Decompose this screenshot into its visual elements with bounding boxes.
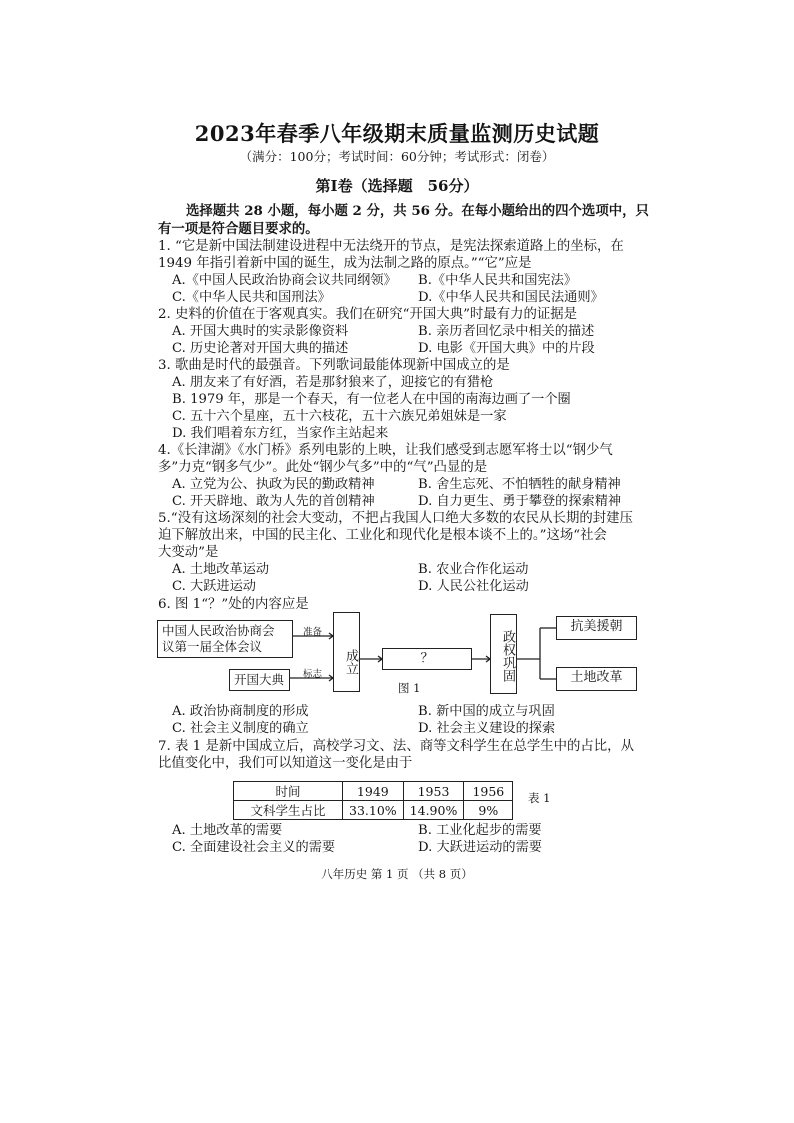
- q7-stem-line1: 7. 表 1 是新中国成立后，高校学习文、法、商等文科学生在总学生中的占比，从: [158, 739, 634, 754]
- q7-option-c: C. 全面建设社会主义的需要: [172, 840, 336, 855]
- table-header-cell: 1949: [343, 782, 404, 801]
- q7-option-b: B. 工业化起步的需要: [418, 823, 542, 838]
- q1-option-c: C.《中华人民共和国刑法》: [172, 290, 331, 305]
- table-header-cell: 1953: [403, 782, 464, 801]
- q6-option-d: D. 社会主义建设的探索: [418, 721, 556, 736]
- q5-stem-line2: 迫下解放出来，中国的民主化、工业化和现代化是根本谈不上的。”这场“社会: [158, 528, 607, 543]
- table-caption: 表 1: [528, 791, 551, 805]
- table-header-cell: 1956: [464, 782, 513, 801]
- page-footer: 八年历史 第 1 页 （共 8 页）: [321, 867, 473, 881]
- section-heading: 第Ⅰ卷（选择题 56分）: [315, 177, 479, 195]
- figure-caption: 图 1: [398, 681, 421, 695]
- table-1: [233, 781, 513, 820]
- arrow-label-mark: 标志: [303, 669, 323, 680]
- q5-option-c: C. 大跃进运动: [172, 579, 256, 594]
- q1-stem-line2: 1949 年指引着新中国的诞生，成为法制之路的原点。”“它”应是: [158, 256, 532, 271]
- table-cell: 33.10%: [343, 801, 404, 820]
- conference-line2: 议第一届全体会议: [162, 639, 263, 654]
- exam-info: （满分：100分；考试时间：60分钟；考试形式：闭卷）: [239, 149, 555, 164]
- q1-stem-line1: 1. “它是新中国法制建设进程中无法绕开的节点，是宪法探索道路上的坐标，在: [158, 239, 624, 254]
- q4-option-a: A. 立党为公、执政为民的勤政精神: [172, 477, 375, 492]
- q5-stem-line1: 5.“没有这场深刻的社会大变动，不把占我国人口绝大多数的农民从长期的封建压: [158, 511, 633, 526]
- q6-stem: 6. 图 1“？”处的内容应是: [158, 597, 309, 612]
- q2-option-d: D. 电影《开国大典》中的片段: [418, 341, 595, 356]
- q6-option-b: B. 新中国的成立与巩固: [418, 704, 555, 719]
- q1-option-a: A.《中国人民政治协商会议共同纲领》: [172, 273, 397, 288]
- table-header-cell: 时间: [234, 782, 343, 801]
- figure-box-question: ？: [382, 648, 472, 670]
- q3-option-c: C. 五十六个星座，五十六枝花，五十六族兄弟姐妹是一家: [172, 409, 507, 424]
- q4-option-d: D. 自力更生、勇于攀登的探索精神: [418, 494, 622, 509]
- figure-box-korea: 抗美援朝: [556, 616, 637, 640]
- instructions-line1: 选择题共 28 小题，每小题 2 分，共 56 分。在每小题给出的四个选项中，只: [186, 203, 649, 219]
- q3-option-d: D. 我们唱着东方红，当家作主站起来: [172, 426, 389, 441]
- table-cell: 14.90%: [403, 801, 464, 820]
- q7-option-a: A. 土地改革的需要: [172, 823, 283, 838]
- q3-option-b: B. 1979 年，那是一个春天，有一位老人在中国的南海边画了一个圈: [172, 392, 571, 407]
- q5-stem-line3: 大变动”是: [158, 545, 219, 560]
- table-row: [234, 801, 513, 820]
- table-cell: 文科学生占比: [234, 801, 343, 820]
- q1-option-d: D.《中华人民共和国民法通则》: [418, 290, 604, 305]
- figure-box-land: 土地改革: [556, 667, 637, 691]
- q2-stem: 2. 史料的价值在于客观真实。我们在研究“开国大典”时最有力的证据是: [158, 307, 578, 322]
- q1-option-b: B.《中华人民共和国宪法》: [418, 273, 577, 288]
- q3-option-a: A. 朋友来了有好酒，若是那豺狼来了，迎接它的有猎枪: [172, 375, 494, 390]
- conference-line1: 中国人民政治协商会: [162, 623, 275, 638]
- figure-box-ceremony: 开国大典: [229, 669, 290, 691]
- q4-option-b: B. 舍生忘死、不怕牺牲的献身精神: [418, 477, 621, 492]
- figure-box-conference: [157, 620, 293, 658]
- q5-option-d: D. 人民公社化运动: [418, 579, 529, 594]
- q6-option-c: C. 社会主义制度的确立: [172, 721, 309, 736]
- table-cell: 9%: [464, 801, 513, 820]
- arrow-label-prepare: 准备: [303, 627, 323, 638]
- q7-option-d: D. 大跃进运动的需要: [418, 840, 542, 855]
- figure-box-founding: 成立: [333, 612, 360, 692]
- q6-option-a: A. 政治协商制度的形成: [172, 704, 309, 719]
- instructions-line2: 有一项是符合题目要求的。: [158, 221, 319, 237]
- q7-stem-line2: 比值变化中，我们可以知道这一变化是由于: [158, 756, 413, 771]
- q2-option-a: A. 开国大典时的实录影像资料: [172, 324, 349, 339]
- table-header-row: [234, 782, 513, 801]
- page-title: 2023年春季八年级期末质量监测历史试题: [194, 121, 600, 146]
- q2-option-b: B. 亲历者回忆录中相关的描述: [418, 324, 595, 339]
- q4-option-c: C. 开天辟地、敢为人先的首创精神: [172, 494, 375, 509]
- q2-option-c: C. 历史论著对开国大典的描述: [172, 341, 349, 356]
- q5-option-b: B. 农业合作化运动: [418, 562, 529, 577]
- q5-option-a: A. 土地改革运动: [172, 562, 270, 577]
- q4-stem-line2: 多”力克“钢多气少”。此处“钢少气多”中的“气”凸显的是: [158, 460, 488, 475]
- figure-box-consolidate: 政权巩固: [490, 614, 517, 694]
- q4-stem-line1: 4.《长津湖》《水门桥》系列电影的上映，让我们感受到志愿军将士以“钢少气: [158, 443, 613, 458]
- q3-stem: 3. 歌曲是时代的最强音。下列歌词最能体现新中国成立的是: [158, 358, 510, 373]
